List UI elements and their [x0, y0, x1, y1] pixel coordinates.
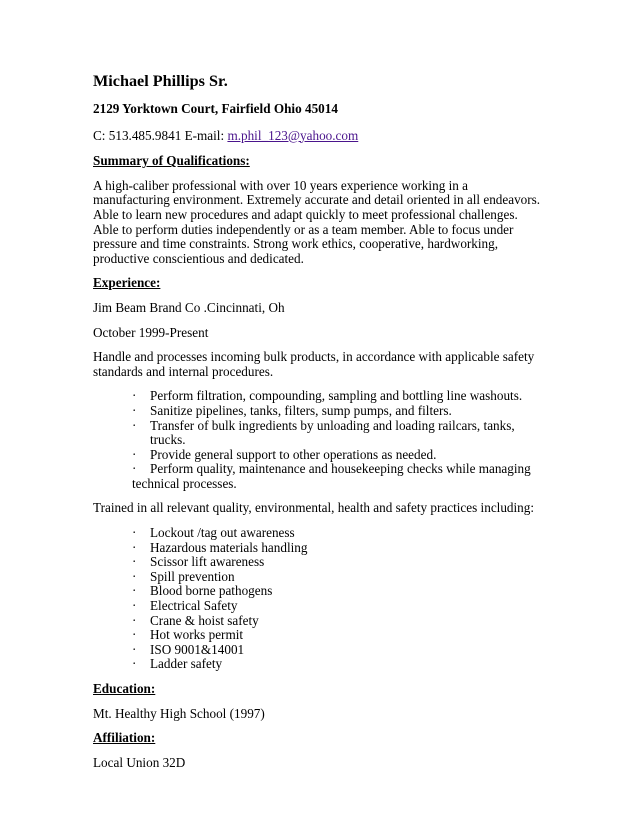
bullet-icon: ·: [132, 461, 137, 477]
list-item: · Sanitize pipelines, tanks, filters, sump pumps, and filters.: [132, 402, 452, 418]
bullet-icon: ·: [132, 598, 137, 614]
resume-name: Michael Phillips Sr.: [93, 72, 228, 90]
bullet-icon: ·: [132, 539, 137, 555]
bullet-icon: ·: [132, 568, 137, 584]
bullet-icon: ·: [132, 656, 137, 672]
employment-dates: October 1999-Present: [93, 324, 209, 340]
list-item: · ISO 9001&14001: [132, 641, 245, 657]
bullet-icon: ·: [132, 525, 137, 541]
bullet-icon: ·: [132, 627, 137, 643]
resume-address: 2129 Yorktown Court, Fairfield Ohio 45014: [93, 101, 338, 116]
list-item: · Provide general support to other operations as needed.: [132, 446, 437, 462]
employer-text: Jim Beam Brand Co .Cincinnati, Oh: [93, 299, 285, 315]
resume-document: [93, 72, 543, 780]
summary-heading: Summary of Qualifications:: [93, 153, 250, 169]
duties-list: [93, 389, 543, 491]
bullet-icon: ·: [132, 583, 137, 599]
bullet-icon: ·: [132, 554, 137, 570]
phone-text: C: 513.485.9841 E-mail:: [93, 127, 228, 143]
training-list: [93, 526, 543, 672]
list-item: · Perform filtration, compounding, sampling and bottling line washouts.: [132, 388, 523, 404]
education-heading: Education:: [93, 681, 156, 696]
list-item: · Transfer of bulk ingredients by unloading and loading railcars, tanks, trucks.: [132, 417, 515, 448]
summary-text: A high-caliber professional with over 10 years experience working in a manufacturing environment. Extremely accurate and detail oriented in all endeavors. Able to learn new procedures and adapt quickly to meet professional challenges. Able to perform duties independently or as a team member. Able to focus under pressure and time constraints. Strong work ethics, cooperative, hardworking, productive conscientious and dedicated.: [93, 177, 541, 266]
list-item: · Ladder safety: [132, 656, 223, 672]
list-item-continuation: technical processes.: [132, 475, 237, 491]
list-item: · Hot works permit: [132, 627, 244, 643]
bullet-icon: ·: [132, 612, 137, 628]
bullet-icon: ·: [132, 402, 137, 418]
list-item: · Scissor lift awareness: [132, 554, 265, 570]
training-intro: Trained in all relevant quality, environmental, health and safety practices including:: [93, 500, 535, 516]
list-item: · Perform quality, maintenance and housekeeping checks while managing technical processes.: [132, 462, 543, 491]
bullet-icon: ·: [132, 388, 137, 404]
bullet-icon: ·: [132, 446, 137, 462]
education-school: Mt. Healthy High School (1997): [93, 705, 265, 721]
experience-heading: Experience:: [93, 275, 161, 291]
contact-line: [93, 129, 543, 144]
email-link[interactable]: m.phil_123@yahoo.com: [227, 127, 359, 143]
list-item: · Electrical Safety: [132, 598, 238, 614]
list-item: · Blood borne pathogens: [132, 583, 273, 599]
list-item: · Lockout /tag out awareness: [132, 525, 295, 541]
affiliation-heading: Affiliation:: [93, 730, 156, 746]
list-item: · Hazardous materials handling: [132, 539, 308, 555]
job-description: Handle and processes incoming bulk products, in accordance with applicable safety standards and internal procedures.: [93, 349, 535, 379]
list-item: · Spill prevention: [132, 568, 235, 584]
bullet-icon: ·: [132, 417, 137, 433]
list-item: · Crane & hoist safety: [132, 612, 259, 628]
bullet-icon: ·: [132, 641, 137, 657]
affiliation-union: Local Union 32D: [93, 754, 186, 770]
